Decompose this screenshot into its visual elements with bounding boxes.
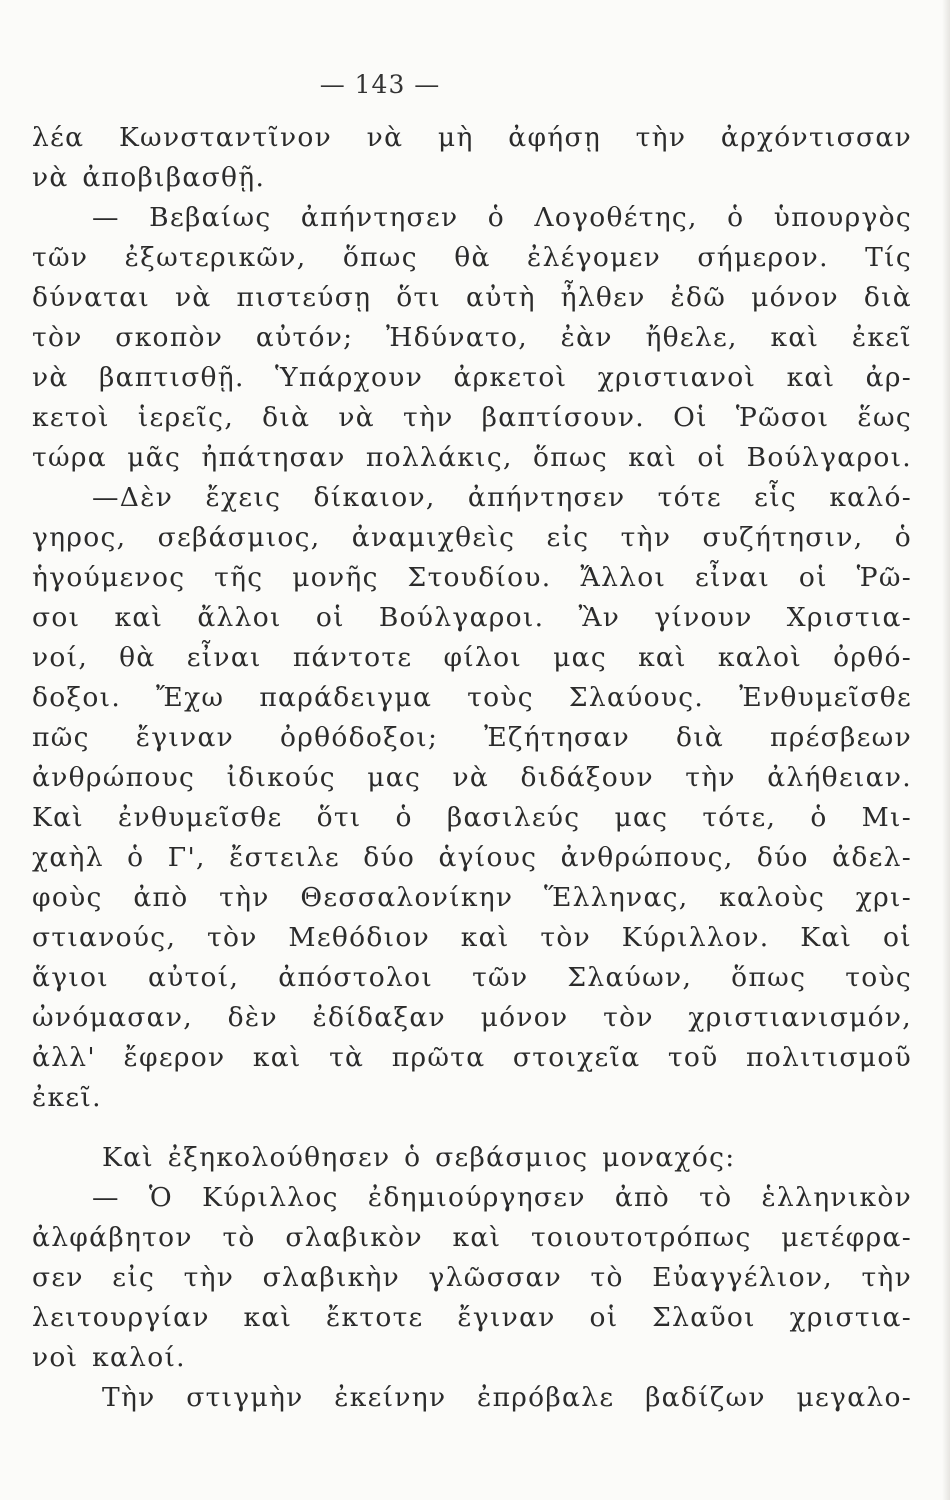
text-line: ἀλλ' ἔφερον καὶ τὰ πρῶτα στοιχεῖα τοῦ πολιτισμοῦ (32, 1042, 912, 1073)
text-line: Καὶ ἐξηκολούθησεν ὁ σεβάσμιος μοναχός: (102, 1142, 736, 1173)
text-line: ἀλφάβητον τὸ σλαβικὸν καὶ τοιουτοτρόπως μετέφρα- (32, 1222, 912, 1253)
text-line: πῶς ἔγιναν ὀρθόδοξοι; Ἐζήτησαν διὰ πρέσβεων (32, 722, 912, 753)
body-text (32, 118, 912, 1418)
text-line: — Ὁ Κύριλλος ἐδημιούργησεν ἀπὸ τὸ ἑλληνικὸν (92, 1182, 912, 1213)
text-line: Καὶ ἐνθυμεῖσθε ὅτι ὁ βασιλεύς μας τότε, ὁ Μι- (32, 802, 912, 833)
page-edge-shadow (942, 0, 950, 1500)
text-line: λειτουργίαν καὶ ἔκτοτε ἔγιναν οἱ Σλαῦοι χριστια- (32, 1302, 912, 1333)
page-number: — 143 — (319, 70, 441, 99)
text-line: νὰ ἀποβιβασθῇ. (32, 162, 266, 193)
text-line: ἅγιοι αὐτοί, ἀπόστολοι τῶν Σλαύων, ὅπως τοὺς (32, 962, 912, 993)
text-line: ἡγούμενος τῆς μονῆς Στουδίου. Ἄλλοι εἶναι οἱ Ῥῶ- (32, 562, 912, 593)
text-line: φοὺς ἀπὸ τὴν Θεσσαλονίκην Ἕλληνας, καλοὺς χρι- (32, 882, 912, 913)
text-line: νοὶ καλοί. (32, 1342, 186, 1373)
text-line: δύναται νὰ πιστεύσῃ ὅτι αὐτὴ ἦλθεν ἐδῶ μόνον διὰ (32, 282, 912, 313)
text-line: δοξοι. Ἔχω παράδειγμα τοὺς Σλαύους. Ἐνθυμεῖσθε (32, 682, 912, 713)
text-line: κετοὶ ἱερεῖς, διὰ νὰ τὴν βαπτίσουν. Οἱ Ῥῶσοι ἕως (32, 402, 912, 433)
text-line: σοι καὶ ἄλλοι οἱ Βούλγαροι. Ἂν γίνουν Χριστια- (32, 602, 912, 633)
text-line: —Δὲν ἔχεις δίκαιον, ἀπήντησεν τότε εἷς καλό- (92, 482, 912, 513)
text-line: στιανούς, τὸν Μεθόδιον καὶ τὸν Κύριλλον. Καὶ οἱ (32, 922, 912, 953)
text-line: ὠνόμασαν, δὲν ἐδίδαξαν μόνον τὸν χριστιανισμόν, (32, 1002, 912, 1033)
text-line: τώρα μᾶς ἠπάτησαν πολλάκις, ὅπως καὶ οἱ Βούλγαροι. (32, 442, 912, 473)
text-line: Τὴν στιγμὴν ἐκείνην ἐπρόβαλε βαδίζων μεγαλο- (102, 1382, 912, 1413)
text-line: τὸν σκοπὸν αὐτόν; Ἠδύνατο, ἐὰν ἤθελε, καὶ ἐκεῖ (32, 322, 912, 353)
text-line: ἀνθρώπους ἰδικούς μας νὰ διδάξουν τὴν ἀλήθειαν. (32, 762, 912, 793)
text-line: σεν εἰς τὴν σλαβικὴν γλῶσσαν τὸ Εὐαγγέλιον, τὴν (32, 1262, 912, 1293)
text-line: νὰ βαπτισθῇ. Ὑπάρχουν ἀρκετοὶ χριστιανοὶ καὶ ἀρ- (32, 362, 912, 393)
text-line: — Βεβαίως ἀπήντησεν ὁ Λογοθέτης, ὁ ὑπουργὸς (92, 202, 912, 233)
text-line: λέα Κωνσταντῖνον νὰ μὴ ἀφήσῃ τὴν ἀρχόντισσαν (32, 122, 912, 153)
text-line: νοί, θὰ εἶναι πάντοτε φίλοι μας καὶ καλοὶ ὀρθό- (32, 642, 912, 673)
text-line: χαὴλ ὁ Γ', ἔστειλε δύο ἁγίους ἀνθρώπους, δύο ἀδελ- (32, 842, 912, 873)
text-line: ἐκεῖ. (32, 1082, 102, 1113)
text-line: τῶν ἐξωτερικῶν, ὅπως θὰ ἐλέγομεν σήμερον. Τίς (32, 242, 912, 273)
text-line: γηρος, σεβάσμιος, ἀναμιχθεὶς εἰς τὴν συζήτησιν, ὁ (32, 522, 912, 553)
